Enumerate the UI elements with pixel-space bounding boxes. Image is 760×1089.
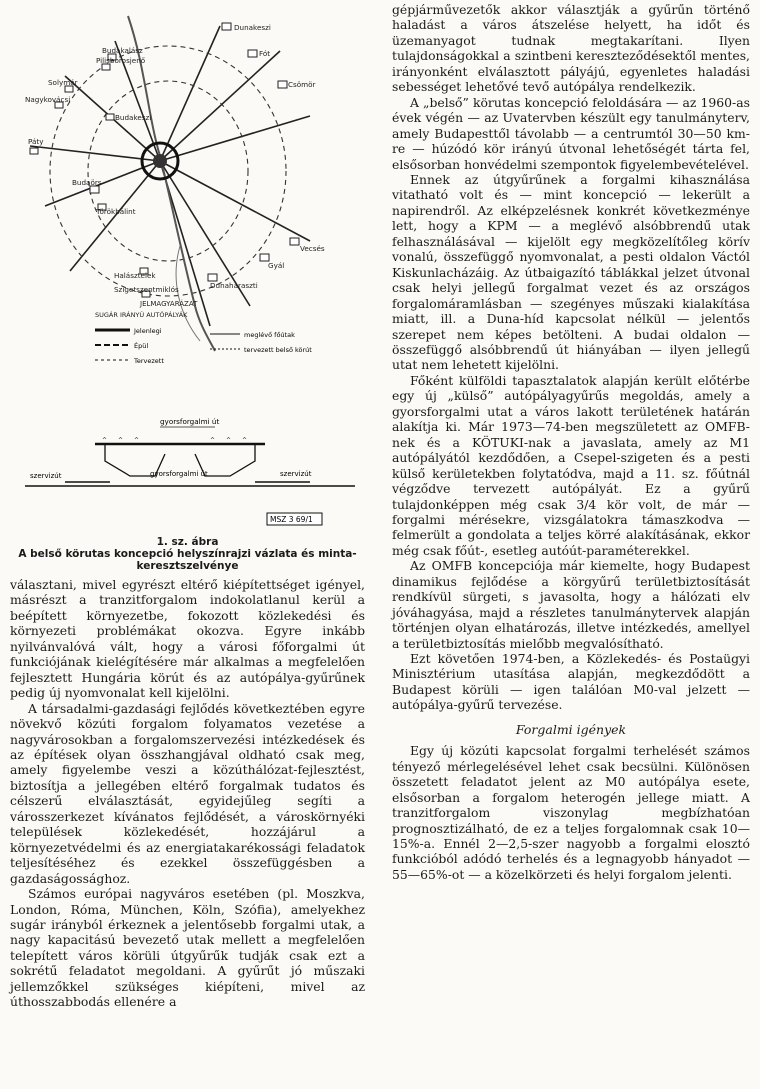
label-paty: Páty bbox=[28, 137, 44, 146]
caption-text: A belső körutas koncepció helyszínrajzi vázlata és minta-keresztszelvénye bbox=[18, 548, 357, 572]
svg-text:^: ^ bbox=[102, 437, 108, 444]
cs-label-top: gyorsforgalmi út bbox=[160, 417, 220, 426]
label-solymar: Solymár bbox=[48, 78, 78, 87]
legend-title: JELMAGYARÁZAT bbox=[140, 300, 198, 308]
legend bbox=[95, 299, 312, 365]
cs-label-center: gyorsforgalmi út bbox=[150, 470, 208, 478]
label-pilisborosjeno: Pilisborosjenő bbox=[96, 56, 146, 65]
right-paragraph-1: A „belső” körutas koncepció feloldására — az 1960-as évek végén — az Uvatervben készült egy tanulmányterv, amely Budapesttől távolabb — a centrumtól 30—50 km-re — húzódó kör irányú útvonal lehetőségét tárta fel, elsősorban honvédelmi szempontok figyelembevételével. bbox=[392, 94, 750, 172]
label-torokbalint: Törökbálint bbox=[96, 207, 136, 216]
cs-label-left: szervizút bbox=[30, 472, 62, 480]
legend-item-2: Tervezett bbox=[134, 357, 164, 365]
right-paragraph-6: Egy új közúti kapcsolat forgalmi terhelését számos tényező mérlegelésével lehet csak becsülni. Különösen összetett feladatot jelent az M0 autópálya esete, elsősorban a forgalom heterogén jellege miatt. A tranzitforgalom viszonylag megbízhatóan prognosztizálható, de ez a teljes forgalomnak csak 10—15%-a. Ennél 2—2,5-szer nagyobb a forgalmi elosztó funkcióból adódó terhelés és a legnagyobb hányadot — 55—65%-ot — a közelkörzeti és helyi forgalom jelenti. bbox=[392, 743, 750, 882]
legend-subtitle: SUGÁR IRÁNYÚ AUTÓPÁLYÁK bbox=[95, 311, 188, 319]
label-budaors: Budaörs bbox=[72, 178, 102, 187]
left-paragraph-2: Számos európai nagyváros esetében (pl. Moszkva, London, Róma, München, Köln, Szófia), amelyekhez sugár irányból érkeznek a jelentősebb forgalmi utak, a nagy kapacitású bevezető utak mellett a megfelelően telepített város körüli útgyűrűk tudják csak ezt a sokrétű feladatot megoldani. A gyűrűt jó műszaki jellemzőkkel szükséges kiépíteni, mivel az úthosszabbodás ellenére a bbox=[10, 886, 365, 1010]
label-budakeszi: Budakeszi bbox=[115, 113, 152, 122]
figure-caption bbox=[10, 536, 365, 572]
left-paragraph-0: választani, mivel egyrészt eltérő kiépítettséget igényel, másrészt a tranzitforgalom indokolatlanul kerül a beépített környezetbe, fokozott közlekedési és környezeti problémákat okozva. Egyre inkább nyilvánvalóvá vált, hogy a városi főforgalmi út funkciójának kielégítésére már alkalmas a megfelelően fejlesztett Hungária körút és az autópálya-gyűrűnek pedig új nyomvonalat kell kijelölni. bbox=[10, 577, 365, 701]
section-heading: Forgalmi igények bbox=[515, 721, 627, 737]
svg-text:^: ^ bbox=[134, 437, 140, 444]
label-szigetszentmiklos: Szigetszentmiklós bbox=[114, 285, 179, 294]
label-fot: Fót bbox=[259, 49, 271, 58]
figure bbox=[10, 6, 365, 526]
right-paragraph-0: gépjárművezetők akkor választják a gyűrűn történő haladást a város átszelése helyett, ha időt és üzemanyagot tudnak megtakarítani. Ilyen tulajdonságokkal a szintbeni kereszteződésektől mentes, irányonként elválasztott pályájú, egyenletes haladási sebességet lehetővé tevő autópálya rendelkezik. bbox=[392, 2, 750, 95]
right-paragraph-4: Az OMFB koncepciója már kiemelte, hogy Budapest dinamikus fejlődése a körgyűrű területbiztosítását rendkívül sürgeti, s javasolta, hogy a hálózati elv jóváhagyása, majd a részletes tanulmánytervek alapján történjen olyan elhatározás, illetve intézkedés, amellyel a területbiztosítás mielőbb megvalósítható. bbox=[392, 558, 750, 651]
label-nagykovacsi: Nagykovácsi bbox=[25, 95, 71, 104]
left-column-text bbox=[10, 577, 365, 1010]
svg-text:^: ^ bbox=[118, 437, 124, 444]
legend-item-4: tervezett belső körút bbox=[244, 346, 312, 354]
right-paragraph-5: Ezt követően 1974-ben, a Közlekedés- és Postaügyi Minisztérium utasítása alapján, megkezdődött a Budapest körüli — igen találóan M0-val jelzett — autópálya-gyűrű tervezése. bbox=[392, 651, 750, 713]
label-dunaharaszti: Dunaharaszti bbox=[210, 281, 258, 290]
right-paragraph-3: Főként külföldi tapasztalatok alapján került előtérbe egy új „külső” autópályagyűrűs megoldás, amely a gyorsforgalmi utat a város lakott területének határán alakítja ki. Már 1973—74-ben megszületett az OMFB-nek és a KÖTUKI-nak a javaslata, amely az M1 autópályától kezdődően, a Csepel-szigeten és a pesti külső kerületekben folytatódva, majd a 11. sz. főútnál végződve tervezett autópályát. Ez a gyűrű tulajdonképpen még csak 3/4 kör volt, de már — forgalmi mérésekre, vizsgálatokra támaszkodva — felmerült a gondolata a teljes körré alakításának, ekkor még csak főút-, esetleg autóút-paraméterekkel. bbox=[392, 372, 750, 558]
caption-number: 1. sz. ábra bbox=[156, 536, 219, 548]
label-dunakeszi: Dunakeszi bbox=[234, 23, 271, 32]
cs-label-right: szervizút bbox=[280, 470, 312, 478]
planned-ring bbox=[50, 46, 286, 296]
label-csomor: Csömör bbox=[288, 80, 316, 89]
right-column-text bbox=[392, 2, 750, 882]
left-paragraph-1: A társadalmi-gazdasági fejlődés következtében egyre növekvő közúti forgalom folyamatos vezetése a nagyvárosokban a forgalomszervezési intézkedések és az építések olyan összhangjával oldható csak meg, amely figyelembe veszi a közúthálózat-fejlesztést, biztosítja a jellegében eltérő forgalmak tudatos és célszerű elválasztását, egyidejűleg segíti a városszerkezet kívánatos fejlődését, a városkörnyéki települések közlekedését, hozzájárul a környezetvédelmi és az energiatakarékossági feladatok teljesítéséhez és ezekkel összefüggésben a gazdaságossághoz. bbox=[10, 700, 365, 886]
right-paragraph-2: Ennek az útgyűrűnek a forgalmi kihasználása vitatható volt és — mint koncepció — lekerült a napirendről. Az elképzelésnek konkrét következménye lett, hogy a KPM — a meglévő alsóbbrendű utak felhasználásával — kijelölt egy megközelítőleg körív vonalú, összefüggő nyomvonalat, a pesti oldalon Váctól Kiskunlacházáig. Az útbaigazító táblákkal jelzet útvonal csak helyi jellegű forgalmat vezet és az országos forgalomáramlásban — szegényes műszaki kialakítása miatt, ill. a Duna-híd kapcsolat nélkül — jelentős szerepet nem képes betölteni. A budai oldalon — összefüggő alsóbbrendű út hiányában — ilyen jellegű utat nem lehetett kijelölni. bbox=[392, 171, 750, 373]
label-halaszitelek: Halásztelek bbox=[114, 271, 156, 280]
svg-text:^: ^ bbox=[210, 437, 216, 444]
legend-item-0: Jelenlegi bbox=[134, 327, 162, 335]
svg-text:^: ^ bbox=[226, 437, 232, 444]
label-budakalasz: Budakalász bbox=[102, 46, 143, 55]
label-gyal: Gyál bbox=[268, 261, 285, 270]
svg-text:^: ^ bbox=[242, 437, 248, 444]
legend-item-3: meglévő főútak bbox=[244, 331, 295, 339]
cross-section bbox=[25, 417, 355, 525]
stamp: MSZ 3 69/1 bbox=[270, 515, 313, 524]
label-vecses: Vecsés bbox=[300, 244, 325, 253]
legend-item-1: Épül bbox=[134, 342, 149, 350]
map-figure bbox=[10, 6, 365, 526]
city-center bbox=[153, 154, 167, 168]
